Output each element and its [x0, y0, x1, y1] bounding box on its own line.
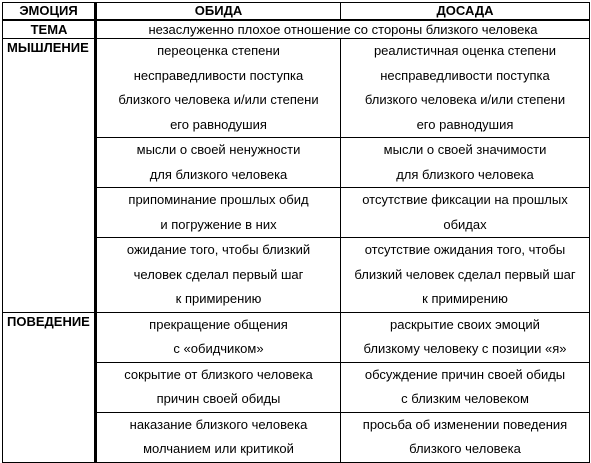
theme-row — [3, 20, 590, 39]
thinking-row-1 — [3, 39, 590, 138]
behavior-row-1 — [3, 312, 590, 362]
thinking-dosada-1 — [341, 39, 590, 138]
behavior-obida-2 — [96, 362, 341, 412]
theme-label: ТЕМА — [3, 20, 96, 39]
thinking-dosada-4 — [341, 238, 590, 313]
behavior-dosada-3 — [341, 412, 590, 462]
thinking-dosada-2 — [341, 138, 590, 188]
thinking-obida-2 — [96, 138, 341, 188]
thinking-label: МЫШЛЕНИЕ — [3, 39, 96, 313]
behavior-label: ПОВЕДЕНИЕ — [3, 312, 96, 462]
cell-text: прекращение общения с «обидчиком» — [149, 316, 288, 356]
cell-text: мысли о своей ненужности для близкого человека — [136, 142, 301, 182]
cell-text: припоминание прошлых обид и погружение в них — [128, 192, 309, 232]
cell-text: наказание близкого человека молчанием или критикой — [129, 416, 308, 456]
header-obida: ОБИДА — [96, 3, 341, 21]
cell-text: сокрытие от близкого человека причин своей обиды — [124, 366, 313, 406]
cell-text: отсутствие ожидания того, чтобы близкий человек сделал первый шаг к примирению — [354, 242, 576, 306]
behavior-obida-3 — [96, 412, 341, 462]
cell-text: мысли о своей значимости для близкого человека — [383, 142, 547, 182]
thinking-obida-1 — [96, 39, 341, 138]
header-emotion: ЭМОЦИЯ — [3, 3, 96, 21]
emotion-comparison-table — [2, 2, 590, 463]
behavior-dosada-1 — [341, 312, 590, 362]
cell-text: отсутствие фиксации на прошлых обидах — [362, 192, 568, 232]
thinking-dosada-3 — [341, 188, 590, 238]
behavior-dosada-2 — [341, 362, 590, 412]
cell-text: раскрытие своих эмоций близкому человеку с позиции «я» — [363, 316, 567, 356]
thinking-obida-4 — [96, 238, 341, 313]
header-row — [3, 3, 590, 21]
thinking-obida-3 — [96, 188, 341, 238]
behavior-obida-1 — [96, 312, 341, 362]
header-dosada: ДОСАДА — [341, 3, 590, 21]
cell-text: ожидание того, чтобы близкий человек сделал первый шаг к примирению — [126, 242, 311, 306]
cell-text: просьба об изменении поведения близкого человека — [362, 416, 568, 456]
cell-text: обсуждение причин своей обиды с близким человеком — [364, 366, 566, 406]
cell-text: реалистичная оценка степени несправедливости поступка близкого человека и/или степени его равнодушия — [364, 43, 566, 132]
theme-text: незаслуженно плохое отношение со стороны близкого человека — [96, 20, 590, 39]
cell-text: переоценка степени несправедливости поступка близкого человека и/или степени его равнодушия — [118, 43, 319, 132]
